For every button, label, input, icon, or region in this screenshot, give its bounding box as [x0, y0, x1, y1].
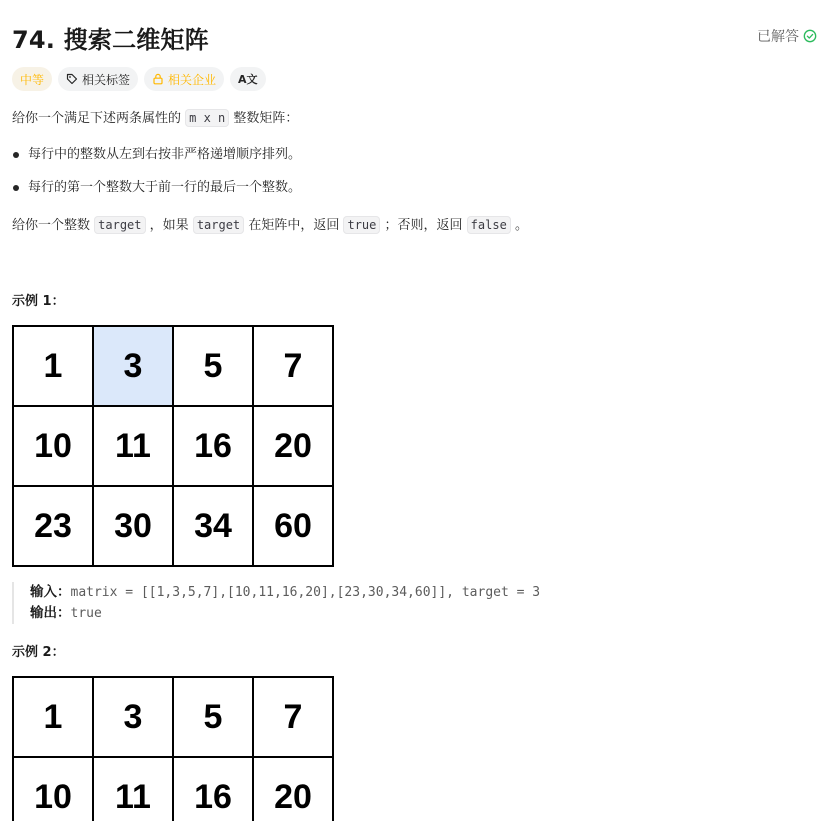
matrix-cell: 11 [93, 757, 173, 821]
input-line [30, 582, 540, 603]
matrix-cell: 10 [13, 757, 93, 821]
matrix-cell: 20 [253, 757, 333, 821]
matrix-cell: 34 [173, 486, 253, 566]
example-2-title: 示例 2： [12, 645, 65, 660]
matrix-row [13, 406, 333, 486]
problem-title: 74. 搜索二维矩阵 [12, 26, 209, 54]
matrix-cell: 20 [253, 406, 333, 486]
related-tags-label: 相关标签 [82, 72, 131, 87]
p2-d: ；否则，返回 [384, 218, 463, 233]
related-tags-button[interactable] [58, 67, 138, 91]
matrix-cell: 1 [13, 326, 93, 406]
p2-code-true: true [343, 216, 380, 234]
font-size-button[interactable] [230, 67, 266, 91]
tag-icon [66, 73, 78, 85]
example-1-matrix [12, 325, 334, 567]
tag-bar [12, 67, 266, 91]
p1-code: m x n [185, 109, 229, 127]
matrix-cell: 16 [173, 757, 253, 821]
matrix-cell: 7 [253, 326, 333, 406]
matrix-cell: 30 [93, 486, 173, 566]
p2-b: ，如果 [149, 218, 189, 233]
check-circle-icon [803, 29, 817, 43]
output-label: 输出： [30, 605, 71, 621]
matrix-cell: 16 [173, 406, 253, 486]
example-1-io [12, 582, 540, 624]
matrix-row [13, 677, 333, 757]
solved-label: 已解答 [757, 29, 799, 45]
matrix-cell: 5 [173, 326, 253, 406]
matrix-row [13, 757, 333, 821]
p2-a: 给你一个整数 [12, 218, 91, 233]
description-paragraph-2 [12, 215, 528, 236]
p2-code-target-2: target [193, 216, 244, 234]
matrix-cell: 3 [93, 326, 173, 406]
matrix-cell: 11 [93, 406, 173, 486]
description-paragraph-1 [12, 108, 298, 129]
property-list [12, 145, 301, 211]
list-item: 每行的第一个整数大于前一行的最后一个整数。 [12, 178, 301, 211]
input-label: 输入： [30, 584, 71, 600]
matrix-cell: 5 [173, 677, 253, 757]
output-line [30, 603, 540, 624]
p1-suffix: 整数矩阵： [233, 111, 299, 126]
example-2-matrix [12, 676, 334, 821]
matrix-cell: 7 [253, 677, 333, 757]
lock-icon [152, 73, 164, 85]
matrix-cell: 1 [13, 677, 93, 757]
p1-prefix: 给你一个满足下述两条属性的 [12, 111, 182, 126]
related-companies-button[interactable] [144, 67, 224, 91]
solved-status[interactable] [757, 26, 817, 46]
matrix-cell: 23 [13, 486, 93, 566]
p2-code-false: false [467, 216, 511, 234]
example-1-title: 示例 1： [12, 294, 65, 309]
related-companies-label: 相关企业 [168, 72, 217, 87]
difficulty-badge[interactable]: 中等 [12, 67, 52, 91]
input-value: matrix = [[1,3,5,7],[10,11,16,20],[23,30,34,60]], target = 3 [70, 585, 541, 600]
matrix-cell: 10 [13, 406, 93, 486]
matrix-row [13, 326, 333, 406]
list-item: 每行中的整数从左到右按非严格递增顺序排列。 [12, 145, 301, 178]
matrix-row [13, 486, 333, 566]
matrix-cell: 3 [93, 677, 173, 757]
p2-c: 在矩阵中，返回 [248, 218, 340, 233]
p2-e: 。 [514, 218, 528, 233]
matrix-cell: 60 [253, 486, 333, 566]
translate-icon: A文 [238, 73, 258, 86]
output-value: true [70, 606, 102, 621]
p2-code-target: target [94, 216, 145, 234]
